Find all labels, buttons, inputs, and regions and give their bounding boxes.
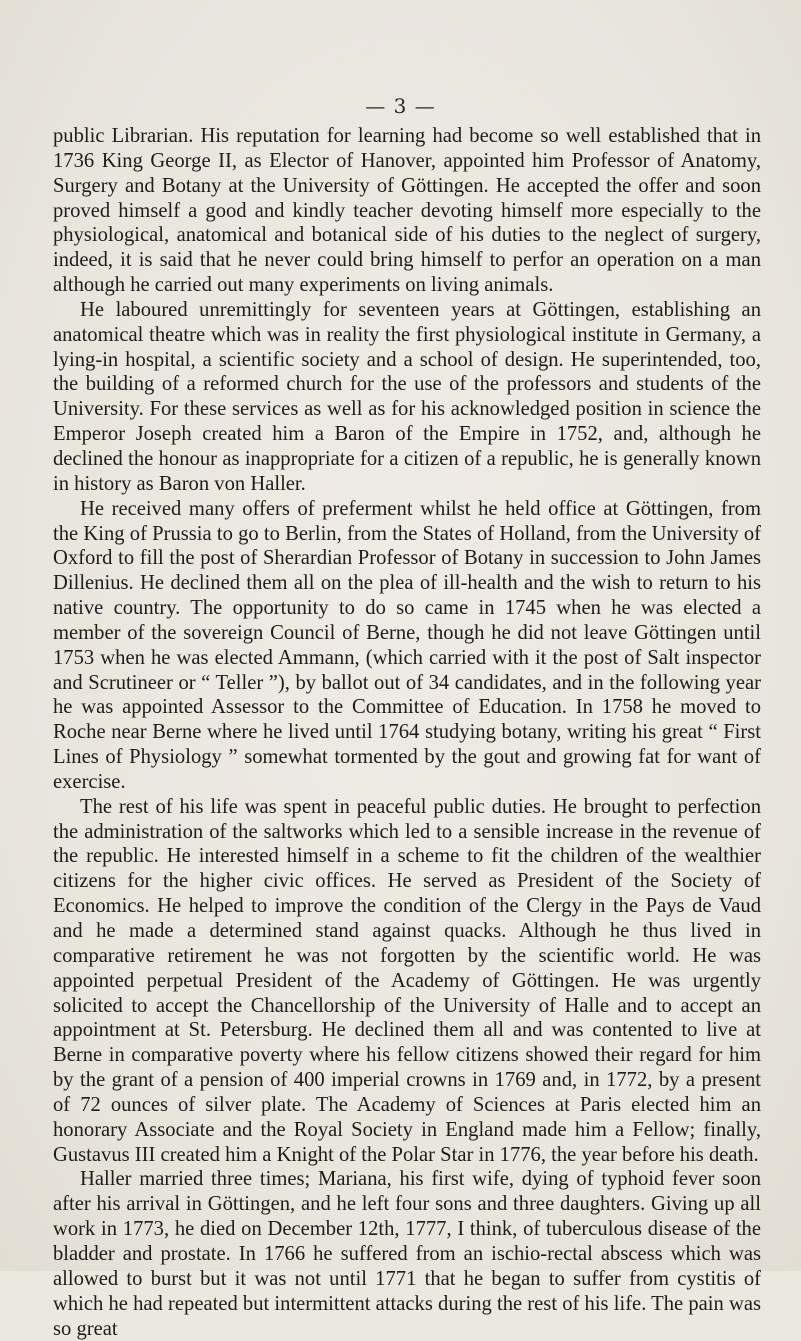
paragraph-5: Haller married three times; Mariana, his first wife, dying of typhoid fever soon after his arrival in Göttingen, and he left four sons and three daughters. Giving up all work in 1773, he died on December 12th, 1777, I think, of tuberculous disease of the bladder and prostate. In 1766 he suffered from an ischio-rectal abscess which was allowed to burst but it was not until 1771 that he began to suffer from cystitis of which he had repeated but intermittent attacks during the rest of his life. The pain was so great [53,1168,761,1340]
paragraph-1: public Librarian. His reputation for learning had become so well established that in 1736 King George II, as Elector of Hanover, appointed him Professor of Anatomy, Surgery and Botany at the University of Göttingen. He accepted the offer and soon proved himself a good and kindly teacher devoting himself more especially to the physiological, anatomical and botanical side of his duties to the neglect of surgery, indeed, it is said that he never could bring himself to perfor an operation on a man although he carried out many experiments on living animals. [53,125,761,297]
page-number: — 3 — [365,94,436,118]
paragraph-3: He received many offers of preferment whilst he held office at Göttingen, from the King of Prussia to go to Berlin, from the States of Holland, from the University of Oxford to fill the post of Sherardian Professor of Botany in succession to John James Dillenius. He declined them all on the plea of ill-health and the wish to return to his native country. The opportunity to do so came in 1745 when he was elected a member of the sovereign Council of Berne, though he did not leave Göttingen until 1753 when he was elected Ammann, (which carried with it the post of Salt inspector and Scrutineer or “ Teller ”), by ballot out of 34 candidates, and in the following year he was appointed Assessor to the Committee of Education. In 1758 he moved to Roche near Berne where he lived until 1764 studying botany, writing his great “ First Lines of Physiology ” somewhat tormented by the gout and growing fat for want of exercise. [53,497,761,793]
paragraph-2: He laboured unremittingly for seventeen years at Göttingen, establishing an anatomical theatre which was in reality the first physiological institute in Germany, a lying-in hospital, a scientific society and a school of design. He superintended, too, the building of a reformed church for the use of the professors and students of the University. For these services as well as for his acknowledged position in science the Emperor Joseph created him a Baron of the Empire in 1752, and, although he declined the honour as inappropriate for a citizen of a republic, he is generally known in history as Baron von Haller. [53,298,761,495]
paragraph-4: The rest of his life was spent in peaceful public duties. He brought to perfection the administration of the saltworks which led to a sensible increase in the revenue of the republic. He interested himself in a scheme to fit the children of the wealthier citizens for the higher civic offices. He served as President of the Society of Economics. He helped to improve the condition of the Clergy in the Pays de Vaud and he made a determined stand against quacks. Although he thus lived in comparative retirement he was not forgotten by the scientific world. He was appointed perpetual President of the Academy of Göttingen. He was urgently solicited to accept the Chancellorship of the University of Halle and to accept an appointment at St. Petersburg. He declined them all and was contented to live at Berne in comparative poverty where his fellow citizens showed their regard for him by the grant of a pension of 400 imperial crowns in 1769 and, in 1772, by a present of 72 ounces of silver plate. The Academy of Sciences at Paris elected him an honorary Associate and the Royal Society in England made him a Fellow; finally, Gustavus III created him a Knight of the Polar Star in 1776, the year before his death. [53,795,761,1166]
body-text [53,124,761,1341]
